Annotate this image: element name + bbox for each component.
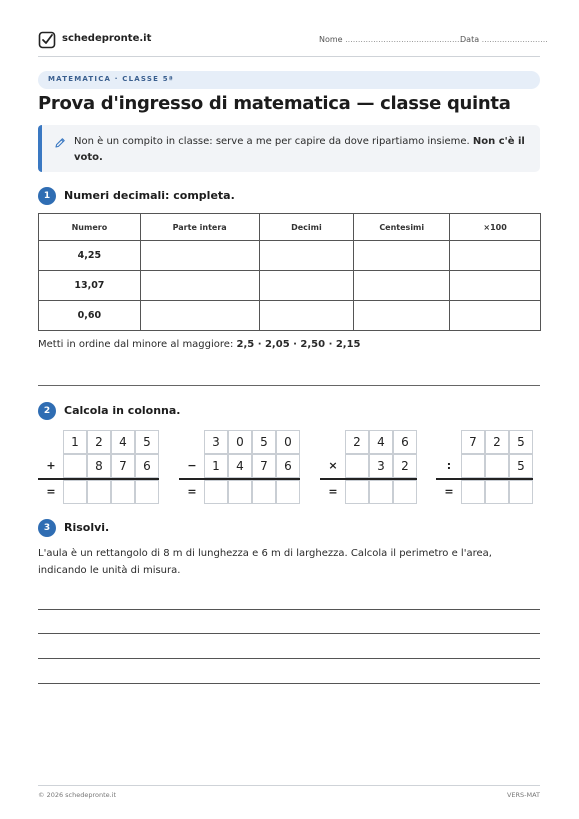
digit-cell[interactable] xyxy=(485,454,509,478)
section-3-title: Risolvi. xyxy=(64,521,110,534)
note-text xyxy=(74,134,536,166)
order-values: 2,5 · 2,05 · 2,50 · 2,15 xyxy=(236,339,361,350)
operator-sign: + xyxy=(46,459,56,472)
digit-cell: 6 xyxy=(393,430,417,454)
section-3-number: 3 xyxy=(38,519,56,537)
pencil-icon xyxy=(54,137,66,149)
digit-cell: 0 xyxy=(276,430,300,454)
number-cell: 0,60 xyxy=(39,301,141,331)
digit-cell: 5 xyxy=(509,430,533,454)
operator-sign: : xyxy=(446,459,452,472)
answer-line[interactable] xyxy=(38,609,540,610)
result-cell[interactable] xyxy=(111,480,135,504)
footer-divider xyxy=(38,785,540,786)
footer-copyright: © 2026 schedepronte.it xyxy=(38,791,117,799)
name-dots: .............................................. xyxy=(345,35,463,44)
footer-code: VERS-MAT xyxy=(506,791,540,799)
answer-cell[interactable] xyxy=(259,301,354,331)
answer-cell[interactable] xyxy=(140,301,259,331)
digit-cell: 8 xyxy=(87,454,111,478)
result-cell[interactable] xyxy=(369,480,393,504)
answer-cell[interactable] xyxy=(354,301,450,331)
page-header xyxy=(38,30,548,52)
name-label: Nome xyxy=(319,35,343,44)
digit-cell[interactable] xyxy=(345,454,369,478)
answer-line[interactable] xyxy=(38,633,540,634)
digit-cell: 5 xyxy=(252,430,276,454)
digit-cell: 6 xyxy=(135,454,159,478)
sum-line xyxy=(179,478,300,480)
digit-cell: 2 xyxy=(393,454,417,478)
table-row xyxy=(39,271,541,301)
digit-cell: 1 xyxy=(63,430,87,454)
result-cell[interactable] xyxy=(204,480,228,504)
digit-cell: 6 xyxy=(276,454,300,478)
digit-cell: 2 xyxy=(345,430,369,454)
checkbox-logo-icon xyxy=(38,31,56,49)
sum-line xyxy=(436,478,533,480)
name-field[interactable] xyxy=(319,35,462,44)
operator-sign: × xyxy=(328,459,338,472)
result-cell[interactable] xyxy=(87,480,111,504)
result-cell[interactable] xyxy=(252,480,276,504)
answer-cell[interactable] xyxy=(259,241,354,271)
answer-cell[interactable] xyxy=(450,301,541,331)
digit-cell: 5 xyxy=(509,454,533,478)
answer-cell[interactable] xyxy=(259,271,354,301)
answer-cell[interactable] xyxy=(140,241,259,271)
digit-cell: 5 xyxy=(135,430,159,454)
date-label: Data xyxy=(460,35,480,44)
sum-line xyxy=(320,478,417,480)
info-note xyxy=(38,125,540,172)
note-body: Non è un compito in classe: serve a me per capire da dove ripartiamo insieme. xyxy=(74,136,473,147)
digit-cell: 4 xyxy=(111,430,135,454)
digit-cell: 7 xyxy=(111,454,135,478)
result-cell[interactable] xyxy=(509,480,533,504)
digit-cell: 1 xyxy=(204,454,228,478)
answer-cell[interactable] xyxy=(354,241,450,271)
result-cell[interactable] xyxy=(393,480,417,504)
order-text: Metti in ordine dal minore al maggiore: xyxy=(38,339,237,350)
result-cell[interactable] xyxy=(276,480,300,504)
answer-cell[interactable] xyxy=(140,271,259,301)
answer-cell[interactable] xyxy=(354,271,450,301)
result-cell[interactable] xyxy=(485,480,509,504)
section-1-title: Numeri decimali: completa. xyxy=(64,189,235,202)
subject-pill xyxy=(38,71,540,89)
column-header: Centesimi xyxy=(354,214,450,241)
digit-cell: 2 xyxy=(485,430,509,454)
table-header-row xyxy=(39,214,541,241)
result-cell[interactable] xyxy=(63,480,87,504)
page-title: Prova d'ingresso di matematica — classe quinta xyxy=(38,93,511,114)
result-cell[interactable] xyxy=(461,480,485,504)
section-1-number: 1 xyxy=(38,187,56,205)
note-accent-bar xyxy=(38,125,42,172)
equals-sign: = xyxy=(328,485,338,498)
number-cell: 13,07 xyxy=(39,271,141,301)
answer-cell[interactable] xyxy=(450,241,541,271)
equals-sign: = xyxy=(46,485,56,498)
digit-cell[interactable] xyxy=(461,454,485,478)
brand-name: schedepronte.it xyxy=(62,33,152,44)
digit-cell: 7 xyxy=(252,454,276,478)
decimals-table xyxy=(38,213,541,331)
digit-cell: 3 xyxy=(369,454,393,478)
column-header: ×100 xyxy=(450,214,541,241)
digit-cell: 7 xyxy=(461,430,485,454)
section-2-title: Calcola in colonna. xyxy=(64,404,181,417)
column-header: Parte intera xyxy=(140,214,259,241)
answer-line[interactable] xyxy=(38,385,540,386)
equals-sign: = xyxy=(444,485,454,498)
header-divider xyxy=(38,56,540,57)
table-row xyxy=(39,301,541,331)
column-header: Numero xyxy=(39,214,141,241)
order-instruction xyxy=(38,339,361,350)
digit-cell: 4 xyxy=(228,454,252,478)
digit-cell: 4 xyxy=(369,430,393,454)
operator-sign: − xyxy=(187,459,197,472)
answer-line[interactable] xyxy=(38,683,540,684)
digit-cell[interactable] xyxy=(63,454,87,478)
note-bold: Non c'è il voto. xyxy=(74,136,525,163)
sum-line xyxy=(38,478,159,480)
digit-cell: 0 xyxy=(228,430,252,454)
date-field[interactable] xyxy=(460,35,548,44)
answer-cell[interactable] xyxy=(450,271,541,301)
section-2-number: 2 xyxy=(38,402,56,420)
digit-cell: 2 xyxy=(87,430,111,454)
equals-sign: = xyxy=(187,485,197,498)
problem-text: L'aula è un rettangolo di 8 m di lunghezza e 6 m di larghezza. Calcola il perimetro e l'area, indicando le unità di misura. xyxy=(38,548,492,576)
date-dots: .......................... xyxy=(481,35,548,44)
table-row xyxy=(39,241,541,271)
digit-cell: 3 xyxy=(204,430,228,454)
subject-label: MATEMATICA · CLASSE 5ª xyxy=(48,75,174,83)
answer-line[interactable] xyxy=(38,658,540,659)
result-cell[interactable] xyxy=(345,480,369,504)
column-header: Decimi xyxy=(259,214,354,241)
number-cell: 4,25 xyxy=(39,241,141,271)
result-cell[interactable] xyxy=(135,480,159,504)
result-cell[interactable] xyxy=(228,480,252,504)
